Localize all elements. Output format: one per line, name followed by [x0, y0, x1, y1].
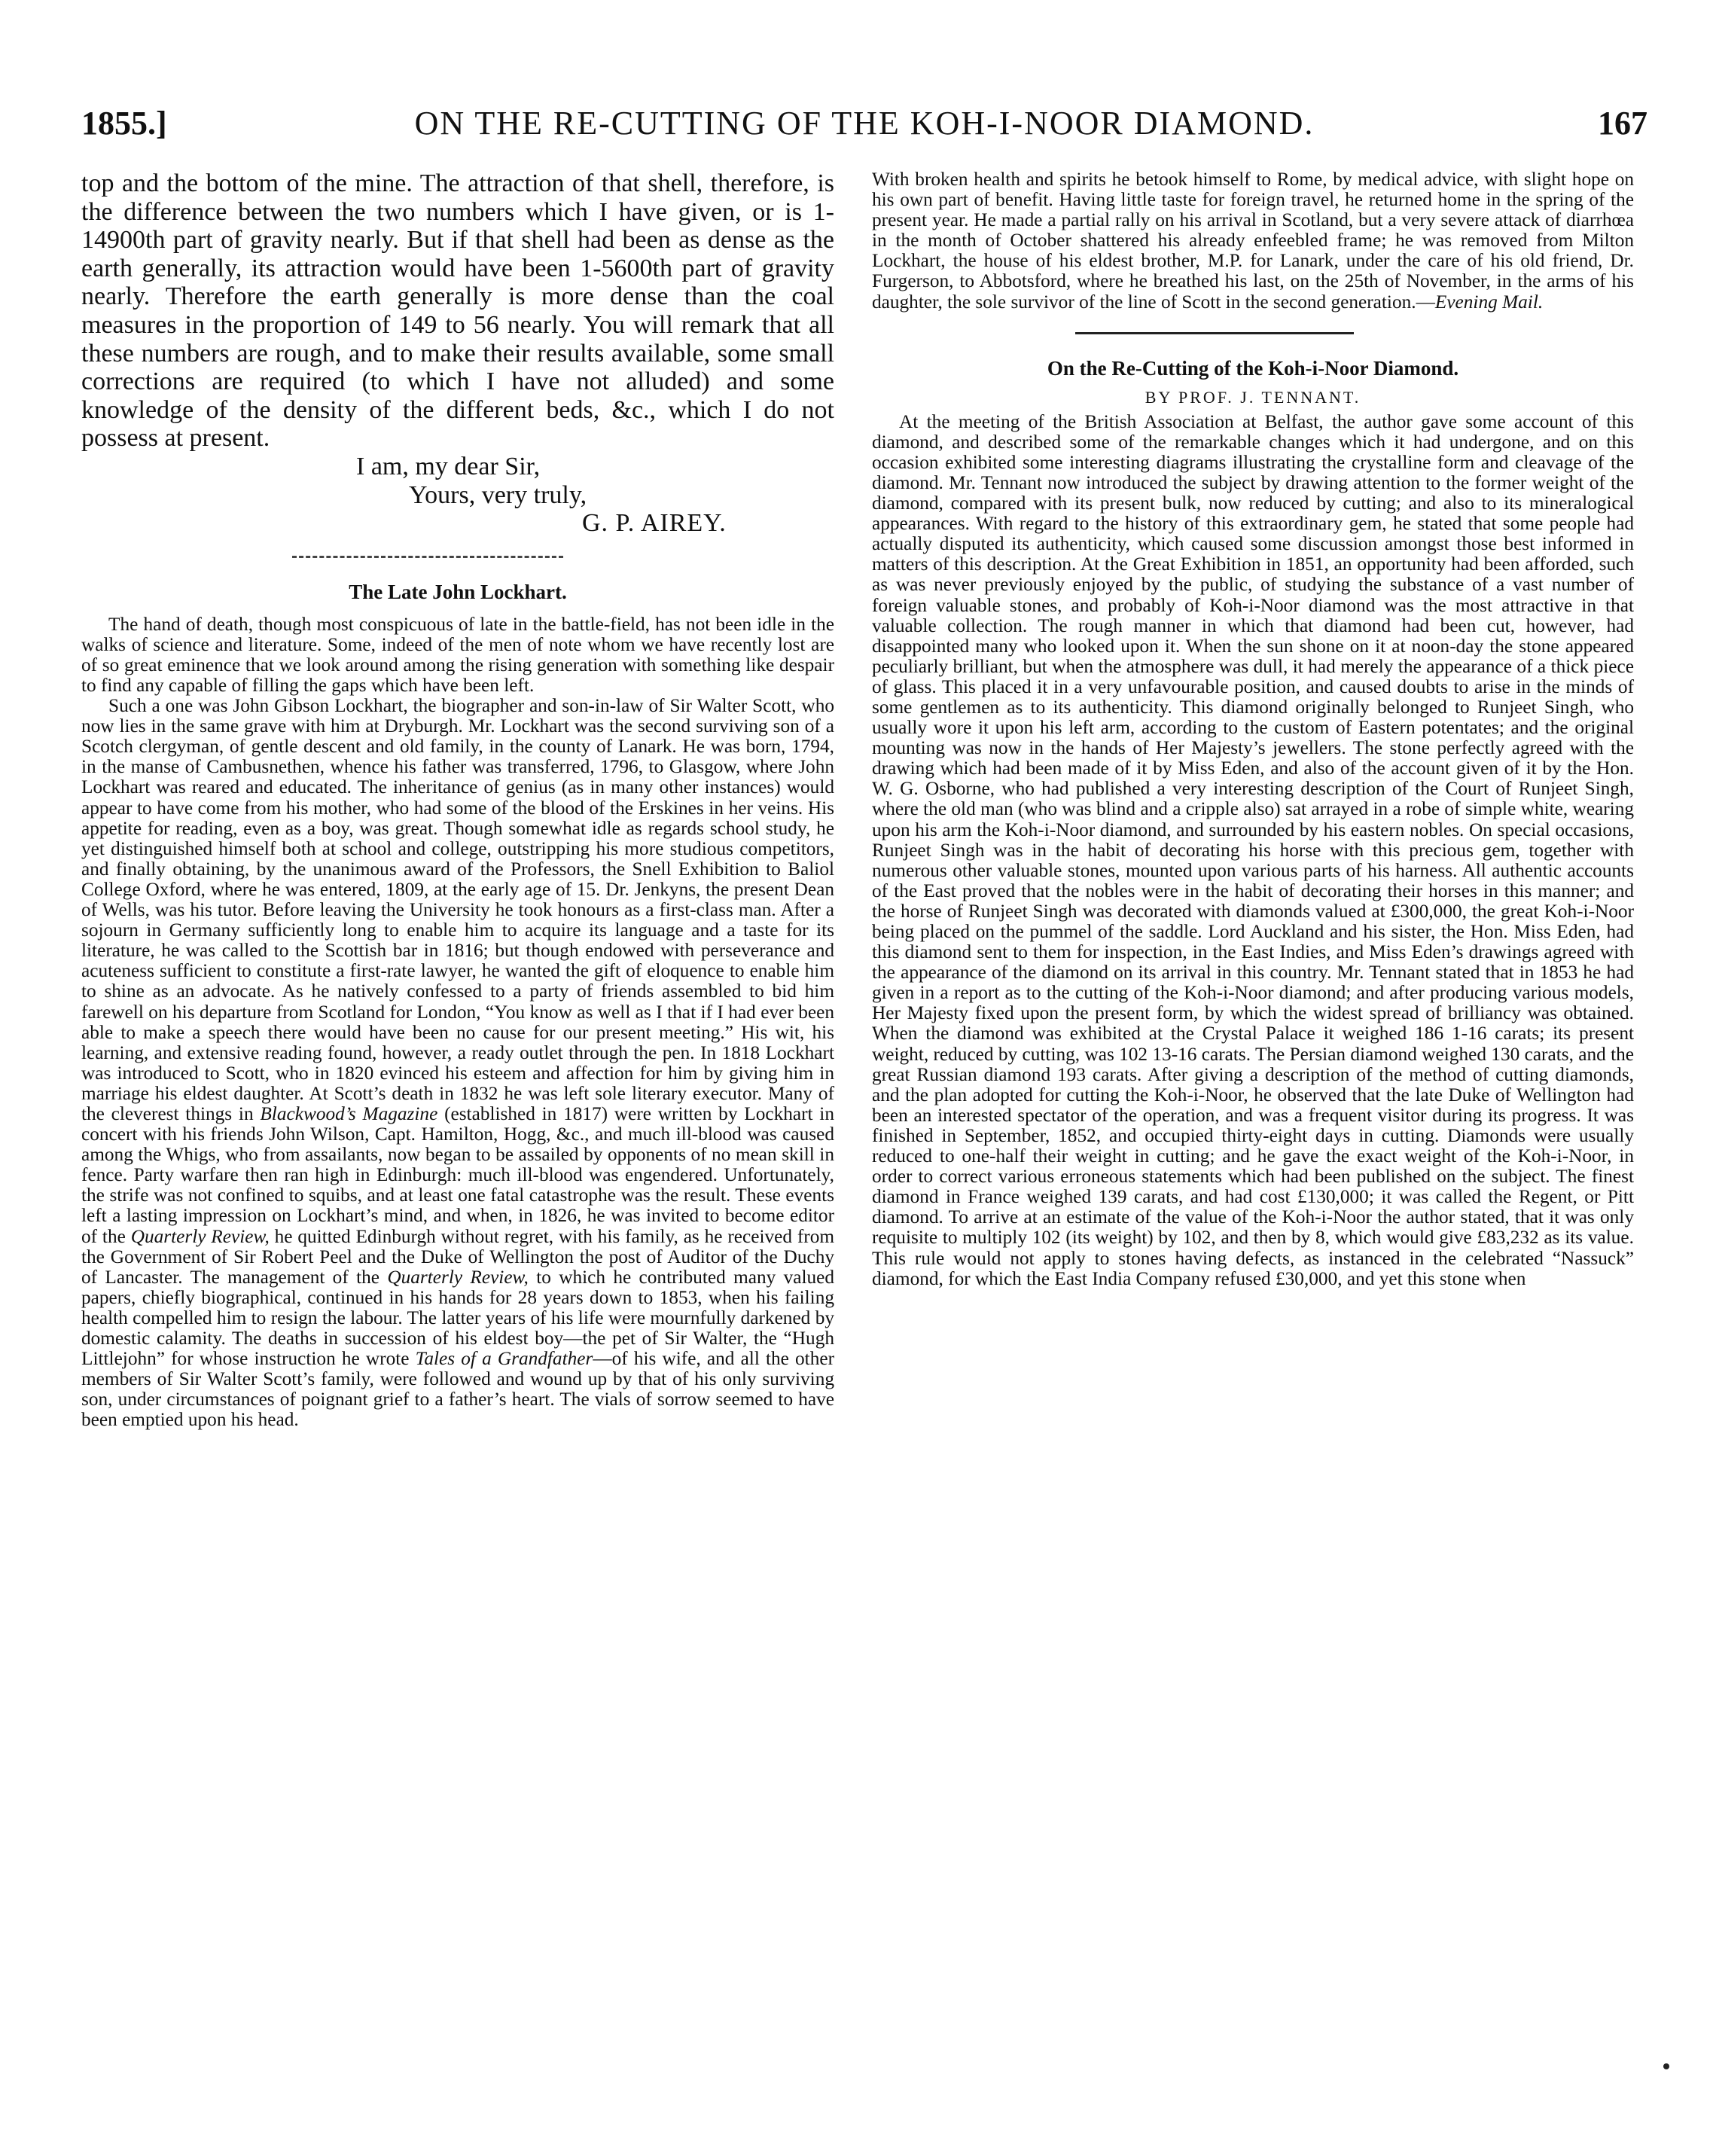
- koh-i-noor-heading: On the Re-Cutting of the Koh-i-Noor Diamond.: [1047, 356, 1459, 380]
- text-run: With broken health and spirits he betook himself to Rome, by medical advice, with slight hope on his own part of benefit. Having little taste for foreign travel, he returned home in the spring of the present year. He made a partial rally on his arrival in Scotland, but a very severe attack of diarrhœa in the month of October shattered his already enfeebled frame; he was removed from Milton Lockhart, the house of his eldest brother, M.P. for Lanark, under the care of his old friend, Dr. Furgerson, to Abbotsford, where he breathed his last, on the 25th of November, in the arms of his daughter, the sole survivor of the line of Scott in the second generation.—: [872, 169, 1634, 313]
- italic-title: Quarterly Review,: [387, 1266, 529, 1288]
- running-header: [81, 104, 1647, 157]
- lockhart-paragraph-1: The hand of death, though most conspicuous of late in the battle-field, has not been idle in the walks of science and literature. Some, indeed of the men of note whom we have recently lost are of so great eminence that we look around among the rising generation with something like despair to find any capable of filling the gaps which have been left.: [81, 613, 834, 696]
- text-run: to which he contributed many valued papers, chiefly biographical, continued in his hands for 28 years down to 1853, when his failing health compelled him to resign the labour. The latter years of his life were mournfully darkened by domestic calamity. The deaths in succession of his eldest boy—the pet of Sir Walter, the “Hugh Littlejohn” for whose instruction he wrote: [81, 1266, 835, 1370]
- letter-closing: [81, 453, 834, 538]
- lockhart-closing-paragraph: [872, 169, 1634, 313]
- header-title: ON THE RE-CUTTING OF THE KOH-I-NOOR DIAMOND.: [414, 105, 1315, 142]
- koh-i-noor-article: [872, 412, 1634, 1289]
- lockhart-heading: The Late John Lockhart.: [349, 580, 567, 603]
- print-speck: [1663, 2063, 1669, 2069]
- letter-continuation: [81, 169, 834, 453]
- text-run: Such a one was John Gibson Lockhart, the biographer and son-in-law of Sir Walter Scott, who now lies in the same grave with him at Dryburgh. Mr. Lockhart was the second surviving son of a Scotch clergyman, of gentle descent and old family, in the county of Lanark. He was born, 1794, in the manse of Cambusnethen, whence his father was transferred, 1796, to Glasgow, where John Lockhart was reared and educated. The inheritance of genius (as in many other instances) would appear to have come from his mother, who had some of the blood of the Erskines in her veins. His appetite for reading, even as a boy, was great. Though somewhat idle as regards school study, he yet distinguished himself both at school and college, outstripping his more studious competitors, and finally obtaining, by the unanimous award of the Professors, the Snell Exhibition to Baliol College Oxford, where he was entered, 1809, at the early age of 15. Dr. Jenkyns, the present Dean of Wells, was his tutor. Before leaving the University he took honours as a first-class man. After a sojourn in Germany sufficiently long to enable him to acquire its language and a taste for its literature, he was called to the Scottish bar in 1816; but though endowed with perseverance and acuteness sufficient to constitute a first-rate lawyer, he wanted the gift of eloquence to enable him to shine as an advocate. As he natively confessed to a party of friends assembled to bid him farewell on his departure from Scotland for London, “You know as well as I that if I had ever been able to make a speech there would have been no cause for our present meeting.” His wit, his learning, and extensive reading found, however, a ready outlet through the pen. In 1818 Lockhart was introduced to Scott, who in 1820 evinced his esteem and affection for him by giving him in marriage his eldest daughter. At Scott’s death in 1832 he was left sole literary executor. Many of the cleverest things in: [81, 695, 834, 1124]
- lockhart-paragraph-2: [81, 696, 834, 1430]
- lockhart-article: [81, 614, 834, 1431]
- italic-title: Tales of a Grandfather: [415, 1348, 593, 1370]
- signature: G. P. AIREY.: [582, 509, 727, 538]
- left-column: [81, 169, 834, 1430]
- section-divider: [1075, 332, 1354, 334]
- koh-i-noor-body: At the meeting of the British Association at Belfast, the author gave some account of this diamond, and described some of the remarkable changes which it had undergone, and on this occasion exhibited some interesting diagrams illustrating the crystalline form and cleavage of the diamond. Mr. Tennant now introduced the subject by drawing attention to the former weight of the diamond, compared with its present bulk, now reduced by cutting; and also to its mineralogical appearances. With regard to the history of this extraordinary gem, he stated that some people had actually disputed its authenticity, which caused some discussion amongst those best informed in matters of this description. At the Great Exhibition in 1851, an opportunity had been afforded, such as was never previously enjoyed by the public, of studying the substance of a vast number of foreign valuable stones, and probably of Koh-i-Noor diamond was the most attractive in that valuable collection. The rough manner in which that diamond had been cut, however, had disappointed many who looked upon it. When the sun shone on it at noon-day the stone appeared peculiarly brilliant, but when the atmosphere was dull, it had merely the appearance of a thick piece of glass. This placed it in a very unfavourable position, and caused doubts to arise in the minds of some gentlemen as to its authenticity. This diamond originally belonged to Runjeet Singh, who usually wore it upon his left arm, according to the custom of Eastern potentates; and the original mounting was now in the hands of Her Majesty’s jewellers. The stone perfectly agreed with the drawing which had been made of it by Miss Eden, and also of the account given of it by the Hon. W. G. Osborne, who had published a very interesting description of the Court of Runjeet Singh, where the old man (who was blind and a cripple also) sat arrayed in a robe of simple white, wearing upon his arm the Koh-i-Noor diamond, and surrounded by his eastern nobles. On special occasions, Runjeet Singh was in the habit of decorating his horse with this precious gem, together with numerous other valuable stones, mounted upon various parts of his harness. All authentic accounts of the East proved that the nobles were in the habit of decorating their horses in this manner; and the horse of Runjeet Singh was decorated with diamonds valued at £300,000, the great Koh-i-Noor being placed on the pummel of the saddle. Lord Auckland and his sister, the Hon. Miss Eden, had this diamond sent to them for inspection, in the East Indies, and Miss Eden’s drawings agreed with the appearance of the diamond on its arrival in this country. Mr. Tennant stated that in 1853 he had given in a report as to the cutting of the Koh-i-Noor diamond; and after producing various models, Her Majesty fixed upon the present form, by which the widest spread of brilliancy was obtained. When the diamond was exhibited at the Crystal Palace it weighed 186 1-16 carats; its present weight, reduced by cutting, was 102 13-16 carats. The Persian diamond weighed 130 carats, and the great Russian diamond 193 carats. After giving a description of the method of cutting diamonds, and the plan adopted for cutting the Koh-i-Noor, he observed that the late Duke of Wellington had been an interested spectator of the operation, and was a frequent visitor during its progress. It was finished in September, 1852, and occupied thirty-eight days in cutting. Diamonds were usually reduced to one-half their weight in cutting; and he gave the exact weight of the Koh-i-Noor, in order to correct various erroneous statements which had been published on the subject. The finest diamond in France weighed 139 carats, and had cost £130,000; it was called the Regent, or Pitt diamond. To arrive at an estimate of the value of the Koh-i-Noor the author stated, that it was only requisite to multiply 102 (its weight) by 102, and then by 8, which would give £83,232 as its value. This rule would not apply to stones having defects, as instanced in the celebrated “Nassuck” diamond, for which the East India Company refused £30,000, and yet this stone when: [872, 410, 1634, 1289]
- letter-body: top and the bottom of the mine. The attraction of that shell, therefore, is the difference between the two numbers which I have given, or is 1-14900th part of gravity nearly. But if that shell had been as dense as the earth generally, its attraction would have been 1-5600th part of gravity nearly. Therefore the earth generally is more dense than the coal measures in the proportion of 149 to 56 nearly. You will remark that all these numbers are rough, and to make their results available, some small corrections are required (to which I have not alluded) and some knowledge of the density of the different beds, &c., which I do not possess at present.: [81, 169, 834, 453]
- source-credit: Evening Mail.: [1434, 291, 1544, 313]
- closing-yours: Yours, very truly,: [409, 480, 587, 509]
- italic-title: Blackwood’s Magazine: [260, 1102, 438, 1124]
- byline: BY PROF. J. TENNANT.: [1145, 387, 1361, 407]
- text-run: —of his wife, and all the other members of Sir Walter Scott’s family, were followed and wound up by that of his only surviving son, under circumstances of poignant grief to a father’s heart. The vials of sorrow seemed to have been emptied upon his head.: [81, 1348, 835, 1431]
- text-run: (established in 1817) were written by Lockhart in concert with his friends John Wilson, Capt. Hamilton, Hogg, &c., and much ill-blood was caused among the Whigs, who from assailants, now began to be assailed by opponents of no mean skill in fence. Party warfare then ran high in Edinburgh: much ill-blood was engendered. Unfortunately, the strife was not confined to squibs, and at least one fatal catastrophe was the result. These events left a lasting impression on Lockhart’s mind, and when, in 1826, he was invited to become editor of the: [81, 1102, 834, 1247]
- closing-salutation: I am, my dear Sir,: [356, 452, 541, 480]
- page-number: 167: [1598, 105, 1647, 142]
- header-year: 1855.]: [81, 105, 167, 142]
- lockhart-continuation: [872, 169, 1634, 313]
- italic-title: Quarterly Review,: [130, 1225, 270, 1247]
- section-divider: [292, 556, 563, 558]
- text-run: he quitted Edinburgh without regret, with his family, as he received from the Government of Sir Robert Peel and the Duke of Wellington the post of Auditor of the Duchy of Lancaster. The management of the: [81, 1225, 835, 1288]
- right-column: [872, 169, 1634, 1289]
